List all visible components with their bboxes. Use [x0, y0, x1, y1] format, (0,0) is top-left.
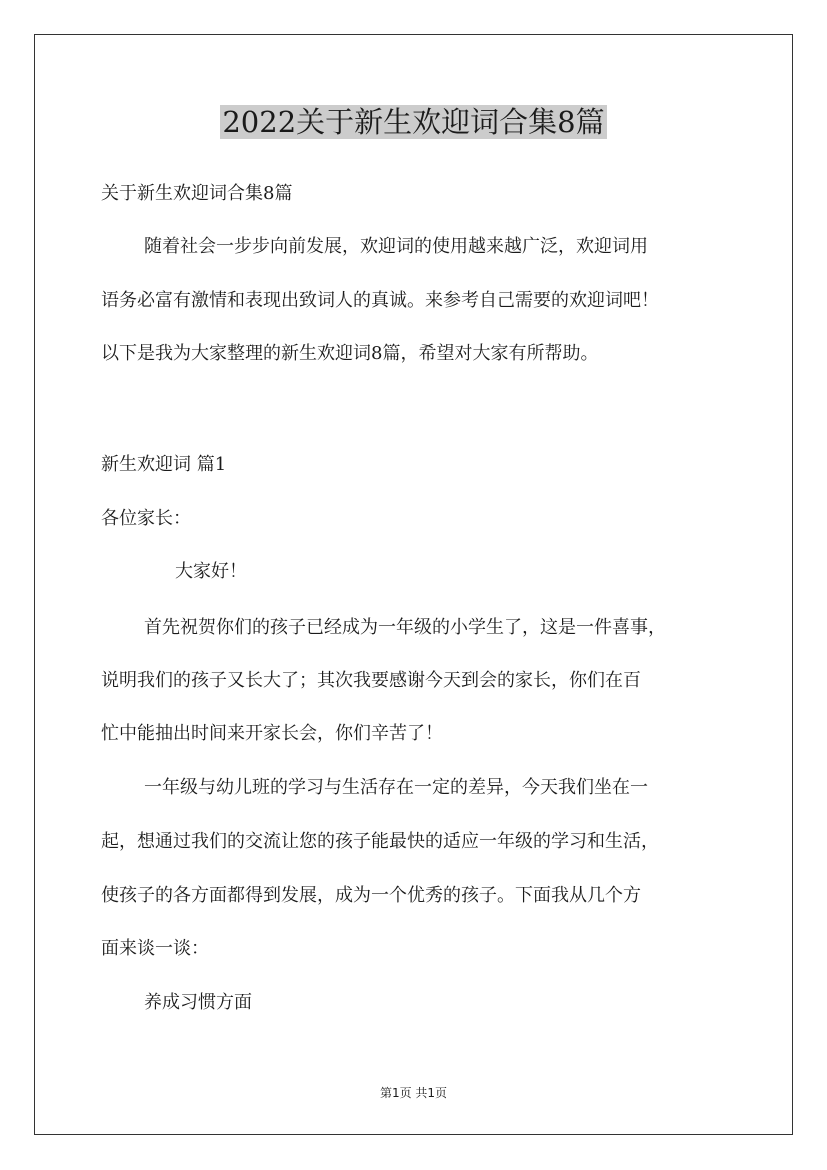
- page-footer: 第1页 共1页: [379, 1086, 448, 1100]
- document-subtitle: 关于新生欢迎词合集8篇: [101, 183, 293, 204]
- intro-line-1: 随着社会一步步向前发展，欢迎词的使用越来越广泛，欢迎词用: [144, 236, 648, 257]
- salutation: 各位家长：: [101, 508, 191, 529]
- greeting: 大家好！: [175, 561, 247, 582]
- para2-line-3: 使孩子的各方面都得到发展，成为一个优秀的孩子。下面我从几个方: [101, 885, 641, 906]
- para1-line-1: 首先祝贺你们的孩子已经成为一年级的小学生了，这是一件喜事，: [144, 617, 666, 638]
- intro-line-3: 以下是我为大家整理的新生欢迎词8篇，希望对大家有所帮助。: [101, 343, 599, 364]
- para1-line-2: 说明我们的孩子又长大了；其次我要感谢今天到会的家长，你们在百: [101, 670, 641, 691]
- document-title: 2022关于新生欢迎词合集8篇: [222, 105, 605, 139]
- section-heading: 新生欢迎词 篇1: [101, 454, 227, 475]
- para1-line-3: 忙中能抽出时间来开家长会，你们辛苦了！: [101, 723, 443, 744]
- intro-line-2: 语务必富有激情和表现出致词人的真诚。来参考自己需要的欢迎词吧！: [101, 290, 659, 311]
- para2-line-2: 起，想通过我们的交流让您的孩子能最快的适应一年级的学习和生活，: [101, 831, 659, 852]
- para2-line-4: 面来谈一谈：: [101, 938, 209, 959]
- subheading: 养成习惯方面: [144, 992, 252, 1013]
- para2-line-1: 一年级与幼儿班的学习与生活存在一定的差异，今天我们坐在一: [144, 777, 648, 798]
